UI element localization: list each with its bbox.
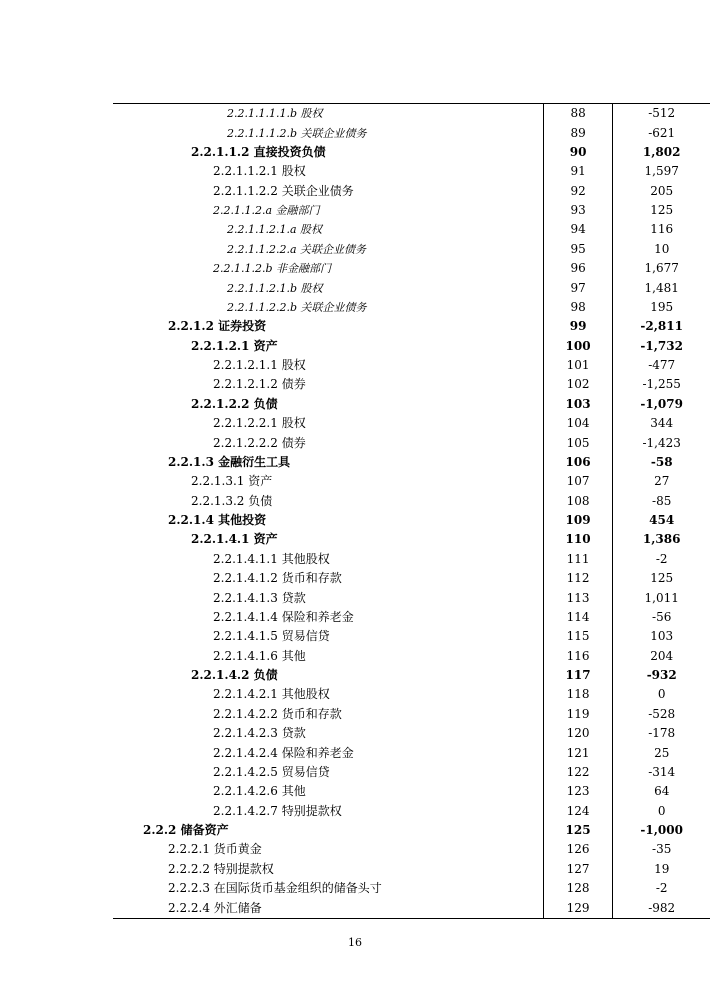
table-row	[113, 647, 710, 666]
row-item-label: 2.2.1.4.1.1 其他股权	[213, 551, 330, 566]
table-row	[113, 802, 710, 821]
row-value: -1,000	[640, 823, 683, 838]
row-value: 454	[649, 513, 675, 528]
row-line-number: 116	[543, 647, 613, 666]
row-item-label: 2.2.2 储备资产	[143, 823, 229, 838]
table-row	[113, 298, 710, 317]
table-row	[113, 666, 710, 685]
table-row	[113, 627, 710, 646]
row-line-number: 117	[543, 666, 613, 685]
row-value: -1,732	[640, 338, 683, 353]
row-item-label: 2.2.1.4.1.6 其他	[213, 648, 306, 663]
row-item-label: 2.2.1.2.2.2 债券	[213, 435, 306, 450]
row-line-number: 107	[543, 472, 613, 491]
table-row	[113, 395, 710, 414]
row-value: 64	[654, 784, 670, 799]
row-line-number: 97	[543, 278, 613, 297]
row-line-number: 120	[543, 724, 613, 743]
row-value: -512	[613, 104, 710, 124]
row-value: 1,677	[644, 261, 679, 276]
row-item-label: 2.2.1.4 其他投资	[168, 513, 267, 528]
row-value: 1,802	[642, 144, 681, 159]
row-line-number: 112	[543, 569, 613, 588]
row-value: -1,255	[642, 377, 681, 392]
table-row	[113, 588, 710, 607]
row-line-number: 91	[543, 162, 613, 181]
row-line-number: 106	[543, 453, 613, 472]
row-line-number: 105	[543, 433, 613, 452]
row-line-number: 127	[543, 860, 613, 879]
row-line-number: 96	[543, 259, 613, 278]
row-line-number: 88	[543, 104, 613, 124]
table-row	[113, 530, 710, 549]
row-line-number: 128	[543, 879, 613, 898]
row-value: 204	[650, 648, 674, 663]
row-value: -178	[648, 726, 676, 741]
row-item-label: 2.2.1.1.2.2.a 关联企业债务	[227, 242, 367, 256]
row-value: 125	[650, 571, 674, 586]
row-value: -528	[648, 706, 676, 721]
row-item-label: 2.2.1.1.1.1.b 股权	[113, 104, 543, 124]
row-item-label: 2.2.1.4.1.4 保险和养老金	[213, 609, 354, 624]
row-line-number: 119	[543, 705, 613, 724]
row-value: -2	[655, 881, 668, 896]
row-line-number: 114	[543, 608, 613, 627]
balance-of-payments-table	[113, 103, 710, 919]
table-row	[113, 259, 710, 278]
row-value: -621	[648, 125, 676, 140]
row-line-number: 129	[543, 898, 613, 918]
row-item-label: 2.2.1.4.1 资产	[191, 532, 278, 547]
row-line-number: 90	[543, 143, 613, 162]
row-line-number: 92	[543, 182, 613, 201]
row-line-number: 103	[543, 395, 613, 414]
table-row	[113, 433, 710, 452]
row-line-number: 104	[543, 414, 613, 433]
row-value: 27	[654, 474, 670, 489]
row-line-number: 123	[543, 782, 613, 801]
row-value: -2	[655, 551, 668, 566]
row-item-label: 2.2.1.1.2.1.a 股权	[227, 223, 323, 237]
table-row	[113, 608, 710, 627]
row-item-label: 2.2.1.4.1.3 贷款	[213, 590, 306, 605]
row-line-number: 95	[543, 240, 613, 259]
table-row	[113, 763, 710, 782]
table-row	[113, 278, 710, 297]
row-line-number: 108	[543, 492, 613, 511]
row-line-number: 125	[543, 821, 613, 840]
table-row	[113, 743, 710, 762]
row-item-label: 2.2.1.2.2 负债	[191, 396, 278, 411]
table-row	[113, 705, 710, 724]
table-row	[113, 879, 710, 898]
table-row	[113, 472, 710, 491]
table-row	[113, 356, 710, 375]
row-item-label: 2.2.1.2 证券投资	[168, 319, 267, 334]
row-line-number: 118	[543, 685, 613, 704]
table-row	[113, 143, 710, 162]
row-item-label: 2.2.1.3 金融衍生工具	[168, 454, 291, 469]
row-item-label: 2.2.1.4.2.3 贷款	[213, 726, 306, 741]
row-value: 125	[650, 203, 674, 218]
row-item-label: 2.2.1.3.1 资产	[191, 474, 273, 489]
row-item-label: 2.2.1.4.1.5 贸易信贷	[213, 629, 330, 644]
table-row	[113, 550, 710, 569]
row-line-number: 98	[543, 298, 613, 317]
row-value: 103	[650, 629, 674, 644]
row-item-label: 2.2.1.2.1.1 股权	[213, 358, 306, 373]
table-row	[113, 220, 710, 239]
row-value: 25	[654, 745, 670, 760]
row-item-label: 2.2.1.4.2.7 特别提款权	[213, 803, 342, 818]
row-line-number: 122	[543, 763, 613, 782]
row-line-number: 109	[543, 511, 613, 530]
row-item-label: 2.2.1.4.2.5 贸易信贷	[213, 764, 330, 779]
row-value: -982	[613, 898, 710, 918]
table-body	[113, 104, 710, 919]
row-item-label: 2.2.1.1.2.a 金融部门	[213, 204, 320, 218]
table-row	[113, 201, 710, 220]
table-row	[113, 104, 710, 124]
row-value: -35	[652, 842, 672, 857]
row-line-number: 124	[543, 802, 613, 821]
row-line-number: 111	[543, 550, 613, 569]
row-value: -932	[646, 668, 677, 683]
row-line-number: 113	[543, 588, 613, 607]
row-value: 195	[650, 299, 674, 314]
row-line-number: 89	[543, 123, 613, 142]
row-item-label: 2.2.1.1.2.1.b 股权	[227, 281, 323, 295]
row-item-label: 2.2.1.4.2.2 货币和存款	[213, 706, 342, 721]
table-row	[113, 375, 710, 394]
table-row	[113, 898, 710, 918]
row-item-label: 2.2.2.4 外汇储备	[113, 898, 543, 918]
table-row	[113, 414, 710, 433]
page-number: 16	[348, 936, 362, 949]
row-value: -2,811	[640, 319, 683, 334]
table-row	[113, 860, 710, 879]
table-row	[113, 453, 710, 472]
row-item-label: 2.2.1.3.2 负债	[191, 493, 273, 508]
row-value: 1,011	[644, 590, 679, 605]
table-row	[113, 162, 710, 181]
row-line-number: 121	[543, 743, 613, 762]
row-value: 344	[650, 416, 674, 431]
table-row	[113, 240, 710, 259]
table-row	[113, 511, 710, 530]
row-line-number: 101	[543, 356, 613, 375]
row-value: 1,386	[642, 532, 681, 547]
row-item-label: 2.2.1.2.2.1 股权	[213, 416, 306, 431]
row-value: -85	[652, 493, 672, 508]
row-item-label: 2.2.1.4.1.2 货币和存款	[213, 571, 342, 586]
table-row	[113, 492, 710, 511]
row-value: 205	[650, 183, 674, 198]
table-row	[113, 821, 710, 840]
row-value: 1,481	[644, 280, 679, 295]
row-line-number: 115	[543, 627, 613, 646]
table-row	[113, 337, 710, 356]
table-row	[113, 724, 710, 743]
table-row	[113, 782, 710, 801]
row-line-number: 100	[543, 337, 613, 356]
row-value: -58	[650, 454, 673, 469]
row-value: 10	[654, 241, 670, 256]
table-row	[113, 569, 710, 588]
table-row	[113, 317, 710, 336]
row-item-label: 2.2.2.2 特别提款权	[168, 861, 274, 876]
row-line-number: 110	[543, 530, 613, 549]
row-value: 116	[650, 222, 674, 237]
row-item-label: 2.2.1.1.2.2 关联企业债务	[213, 183, 354, 198]
row-item-label: 2.2.1.1.1.2.b 关联企业债务	[227, 126, 367, 140]
row-item-label: 2.2.1.4.2.4 保险和养老金	[213, 745, 354, 760]
row-line-number: 102	[543, 375, 613, 394]
row-item-label: 2.2.2.1 货币黄金	[168, 842, 262, 857]
row-value: 1,597	[644, 164, 679, 179]
row-value: -1,079	[640, 396, 683, 411]
row-item-label: 2.2.1.4.2 负债	[191, 668, 278, 683]
row-item-label: 2.2.1.1.2.1 股权	[213, 164, 306, 179]
table-row	[113, 840, 710, 859]
row-value: -314	[648, 764, 676, 779]
row-line-number: 93	[543, 201, 613, 220]
table-row	[113, 685, 710, 704]
row-item-label: 2.2.1.4.2.6 其他	[213, 784, 306, 799]
row-item-label: 2.2.2.3 在国际货币基金组织的储备头寸	[168, 881, 382, 896]
row-line-number: 126	[543, 840, 613, 859]
row-value: -1,423	[642, 435, 681, 450]
row-line-number: 94	[543, 220, 613, 239]
row-item-label: 2.2.1.4.2.1 其他股权	[213, 687, 330, 702]
row-item-label: 2.2.1.2.1.2 债券	[213, 377, 306, 392]
row-line-number: 99	[543, 317, 613, 336]
row-value: -56	[652, 609, 672, 624]
table-row	[113, 182, 710, 201]
row-value: 0	[657, 803, 666, 818]
row-item-label: 2.2.1.1.2.2.b 关联企业债务	[227, 300, 367, 314]
table-row	[113, 123, 710, 142]
row-item-label: 2.2.1.1.2 直接投资负债	[191, 144, 326, 159]
row-item-label: 2.2.1.1.2.b 非金融部门	[213, 262, 332, 276]
row-value: -477	[648, 358, 676, 373]
row-value: 19	[654, 861, 670, 876]
row-value: 0	[657, 687, 666, 702]
row-item-label: 2.2.1.2.1 资产	[191, 338, 278, 353]
